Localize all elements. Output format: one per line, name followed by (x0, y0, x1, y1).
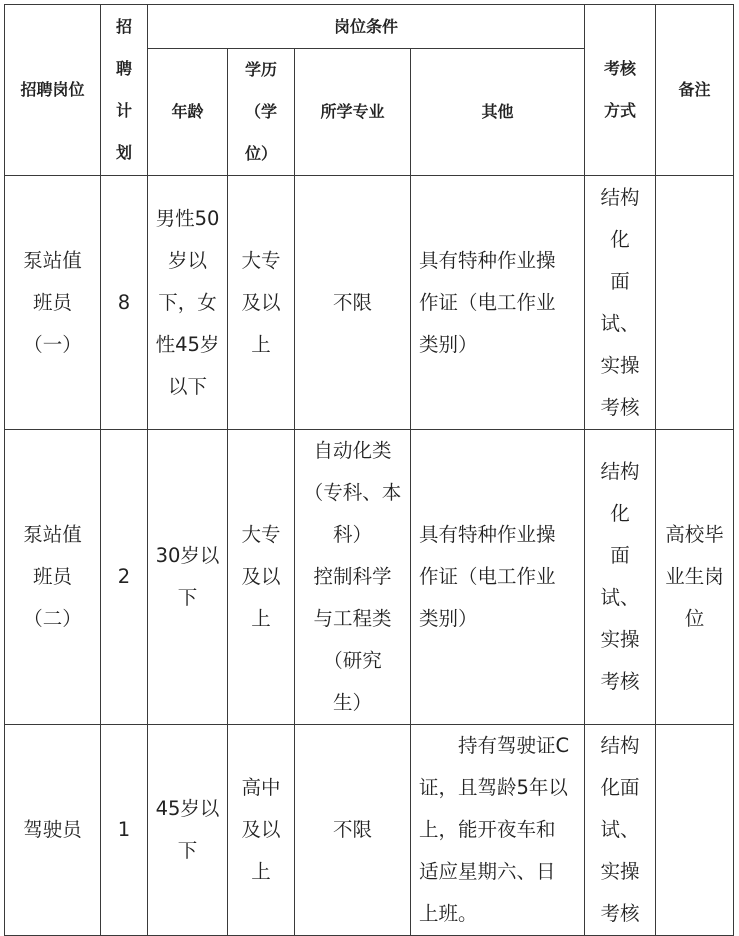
cell-line: 结构 (600, 734, 640, 757)
cell-line: 作证（电工作业 (419, 290, 556, 314)
cell-education (228, 430, 295, 725)
cell-line: 考核 (600, 670, 640, 693)
cell-line: 泵站值 (23, 248, 82, 272)
cell-line: 化面 (600, 776, 640, 799)
cell-position (5, 725, 101, 936)
cell-plan: 8 (101, 176, 148, 430)
cell-line: 上 (251, 607, 271, 630)
cell-line: 及以 (241, 565, 281, 588)
cell-line: 证，且驾龄5年以 (419, 776, 568, 799)
cell-remarks (656, 176, 734, 430)
cell-line: 考核 (600, 395, 640, 419)
cell-line: 具有特种作业操 (419, 248, 556, 272)
cell-major (295, 430, 411, 725)
cell-line: 控制科学 (313, 565, 392, 588)
table-row (5, 176, 734, 430)
header-remarks: 备注 (656, 5, 734, 176)
cell-line: 结构 (600, 460, 640, 483)
cell-line: 上，能开夜车和 (419, 818, 556, 841)
cell-line: （研究 (323, 649, 382, 672)
cell-line: 30岁以 (155, 544, 220, 567)
cell-line: 类别） (419, 607, 478, 630)
cell-line: 作证（电工作业 (419, 565, 556, 588)
cell-education (228, 176, 295, 430)
header-major: 所学专业 (295, 49, 411, 176)
cell-line: 试、 (600, 818, 640, 841)
header-row-1 (5, 5, 734, 49)
cell-line: 泵站值 (23, 523, 82, 546)
table-row (5, 725, 734, 936)
cell-line: 试、 (600, 311, 640, 335)
cell-line: 上 (251, 860, 271, 883)
cell-line: （二） (23, 607, 82, 630)
cell-major (295, 176, 411, 430)
cell-line: 45岁以 (155, 797, 220, 820)
cell-line: 高中 (241, 776, 281, 799)
cell-line: 适应星期六、日 (419, 860, 556, 883)
cell-remarks (656, 430, 734, 725)
cell-line: 性45岁 (155, 332, 220, 356)
cell-line: 生） (332, 691, 372, 714)
header-education-line: 位） (244, 144, 277, 163)
cell-line: 上 (251, 332, 271, 356)
cell-line: 具有特种作业操 (419, 523, 556, 546)
cell-assessment (585, 725, 656, 936)
cell-other (411, 725, 585, 936)
cell-line: 班员 (32, 290, 72, 314)
cell-line: 大专 (241, 248, 281, 272)
header-conditions: 岗位条件 (148, 5, 585, 49)
header-other: 其他 (411, 49, 585, 176)
cell-plan: 1 (101, 725, 148, 936)
header-assessment (585, 5, 656, 176)
cell-line: 面 (610, 269, 630, 293)
cell-line: 下，女 (158, 290, 217, 314)
cell-age (148, 176, 228, 430)
cell-line: 不限 (332, 818, 372, 841)
header-plan-line: 聘 (115, 59, 132, 78)
header-plan-line: 计 (115, 101, 132, 120)
cell-line: 岁以 (167, 248, 207, 272)
cell-line: 实操 (600, 860, 640, 883)
header-assessment-line: 方式 (604, 101, 637, 120)
cell-line: 班员 (32, 565, 72, 588)
table-row (5, 430, 734, 725)
cell-line: 自动化类 (313, 439, 392, 462)
header-education-line: （学 (244, 102, 277, 121)
cell-line: 以下 (167, 374, 207, 398)
cell-line: 男性50 (155, 206, 220, 230)
cell-line: 类别） (419, 332, 478, 356)
cell-other (411, 176, 585, 430)
cell-line: 业生岗 (665, 565, 724, 588)
cell-line: 不限 (332, 290, 372, 314)
cell-line: 与工程类 (313, 607, 392, 630)
cell-age (148, 430, 228, 725)
cell-line: 考核 (600, 902, 640, 925)
cell-line: 实操 (600, 353, 640, 377)
header-education-line: 学历 (244, 60, 277, 79)
header-plan (101, 5, 148, 176)
cell-education (228, 725, 295, 936)
cell-line: 大专 (241, 523, 281, 546)
cell-position (5, 176, 101, 430)
cell-position (5, 430, 101, 725)
header-plan-line: 招 (115, 17, 132, 36)
cell-major (295, 725, 411, 936)
cell-line: 及以 (241, 818, 281, 841)
cell-line: 实操 (600, 628, 640, 651)
cell-line: 试、 (600, 586, 640, 609)
cell-line: 及以 (241, 290, 281, 314)
cell-remarks (656, 725, 734, 936)
cell-line: （专科、本 (303, 481, 402, 504)
cell-line: （一） (23, 332, 82, 356)
header-age: 年龄 (148, 49, 228, 176)
cell-line: 位 (684, 607, 705, 630)
header-education (228, 49, 295, 176)
header-position: 招聘岗位 (5, 5, 101, 176)
cell-line: 下 (177, 586, 198, 609)
cell-line: 下 (177, 839, 198, 862)
cell-plan: 2 (101, 430, 148, 725)
cell-assessment (585, 430, 656, 725)
cell-assessment (585, 176, 656, 430)
recruitment-table (4, 4, 734, 936)
cell-line: 结构 (600, 185, 640, 209)
cell-line: 化 (610, 227, 630, 251)
cell-age (148, 725, 228, 936)
header-plan-line: 划 (115, 143, 132, 162)
header-assessment-line: 考核 (604, 59, 637, 78)
cell-line: 面 (610, 544, 630, 567)
cell-line: 高校毕 (665, 523, 724, 546)
cell-line: 持有驾驶证C (458, 734, 570, 757)
cell-line: 驾驶员 (23, 818, 82, 841)
cell-other (411, 430, 585, 725)
cell-line: 科） (332, 523, 372, 546)
cell-line: 化 (610, 502, 630, 525)
cell-line: 上班。 (419, 902, 478, 925)
